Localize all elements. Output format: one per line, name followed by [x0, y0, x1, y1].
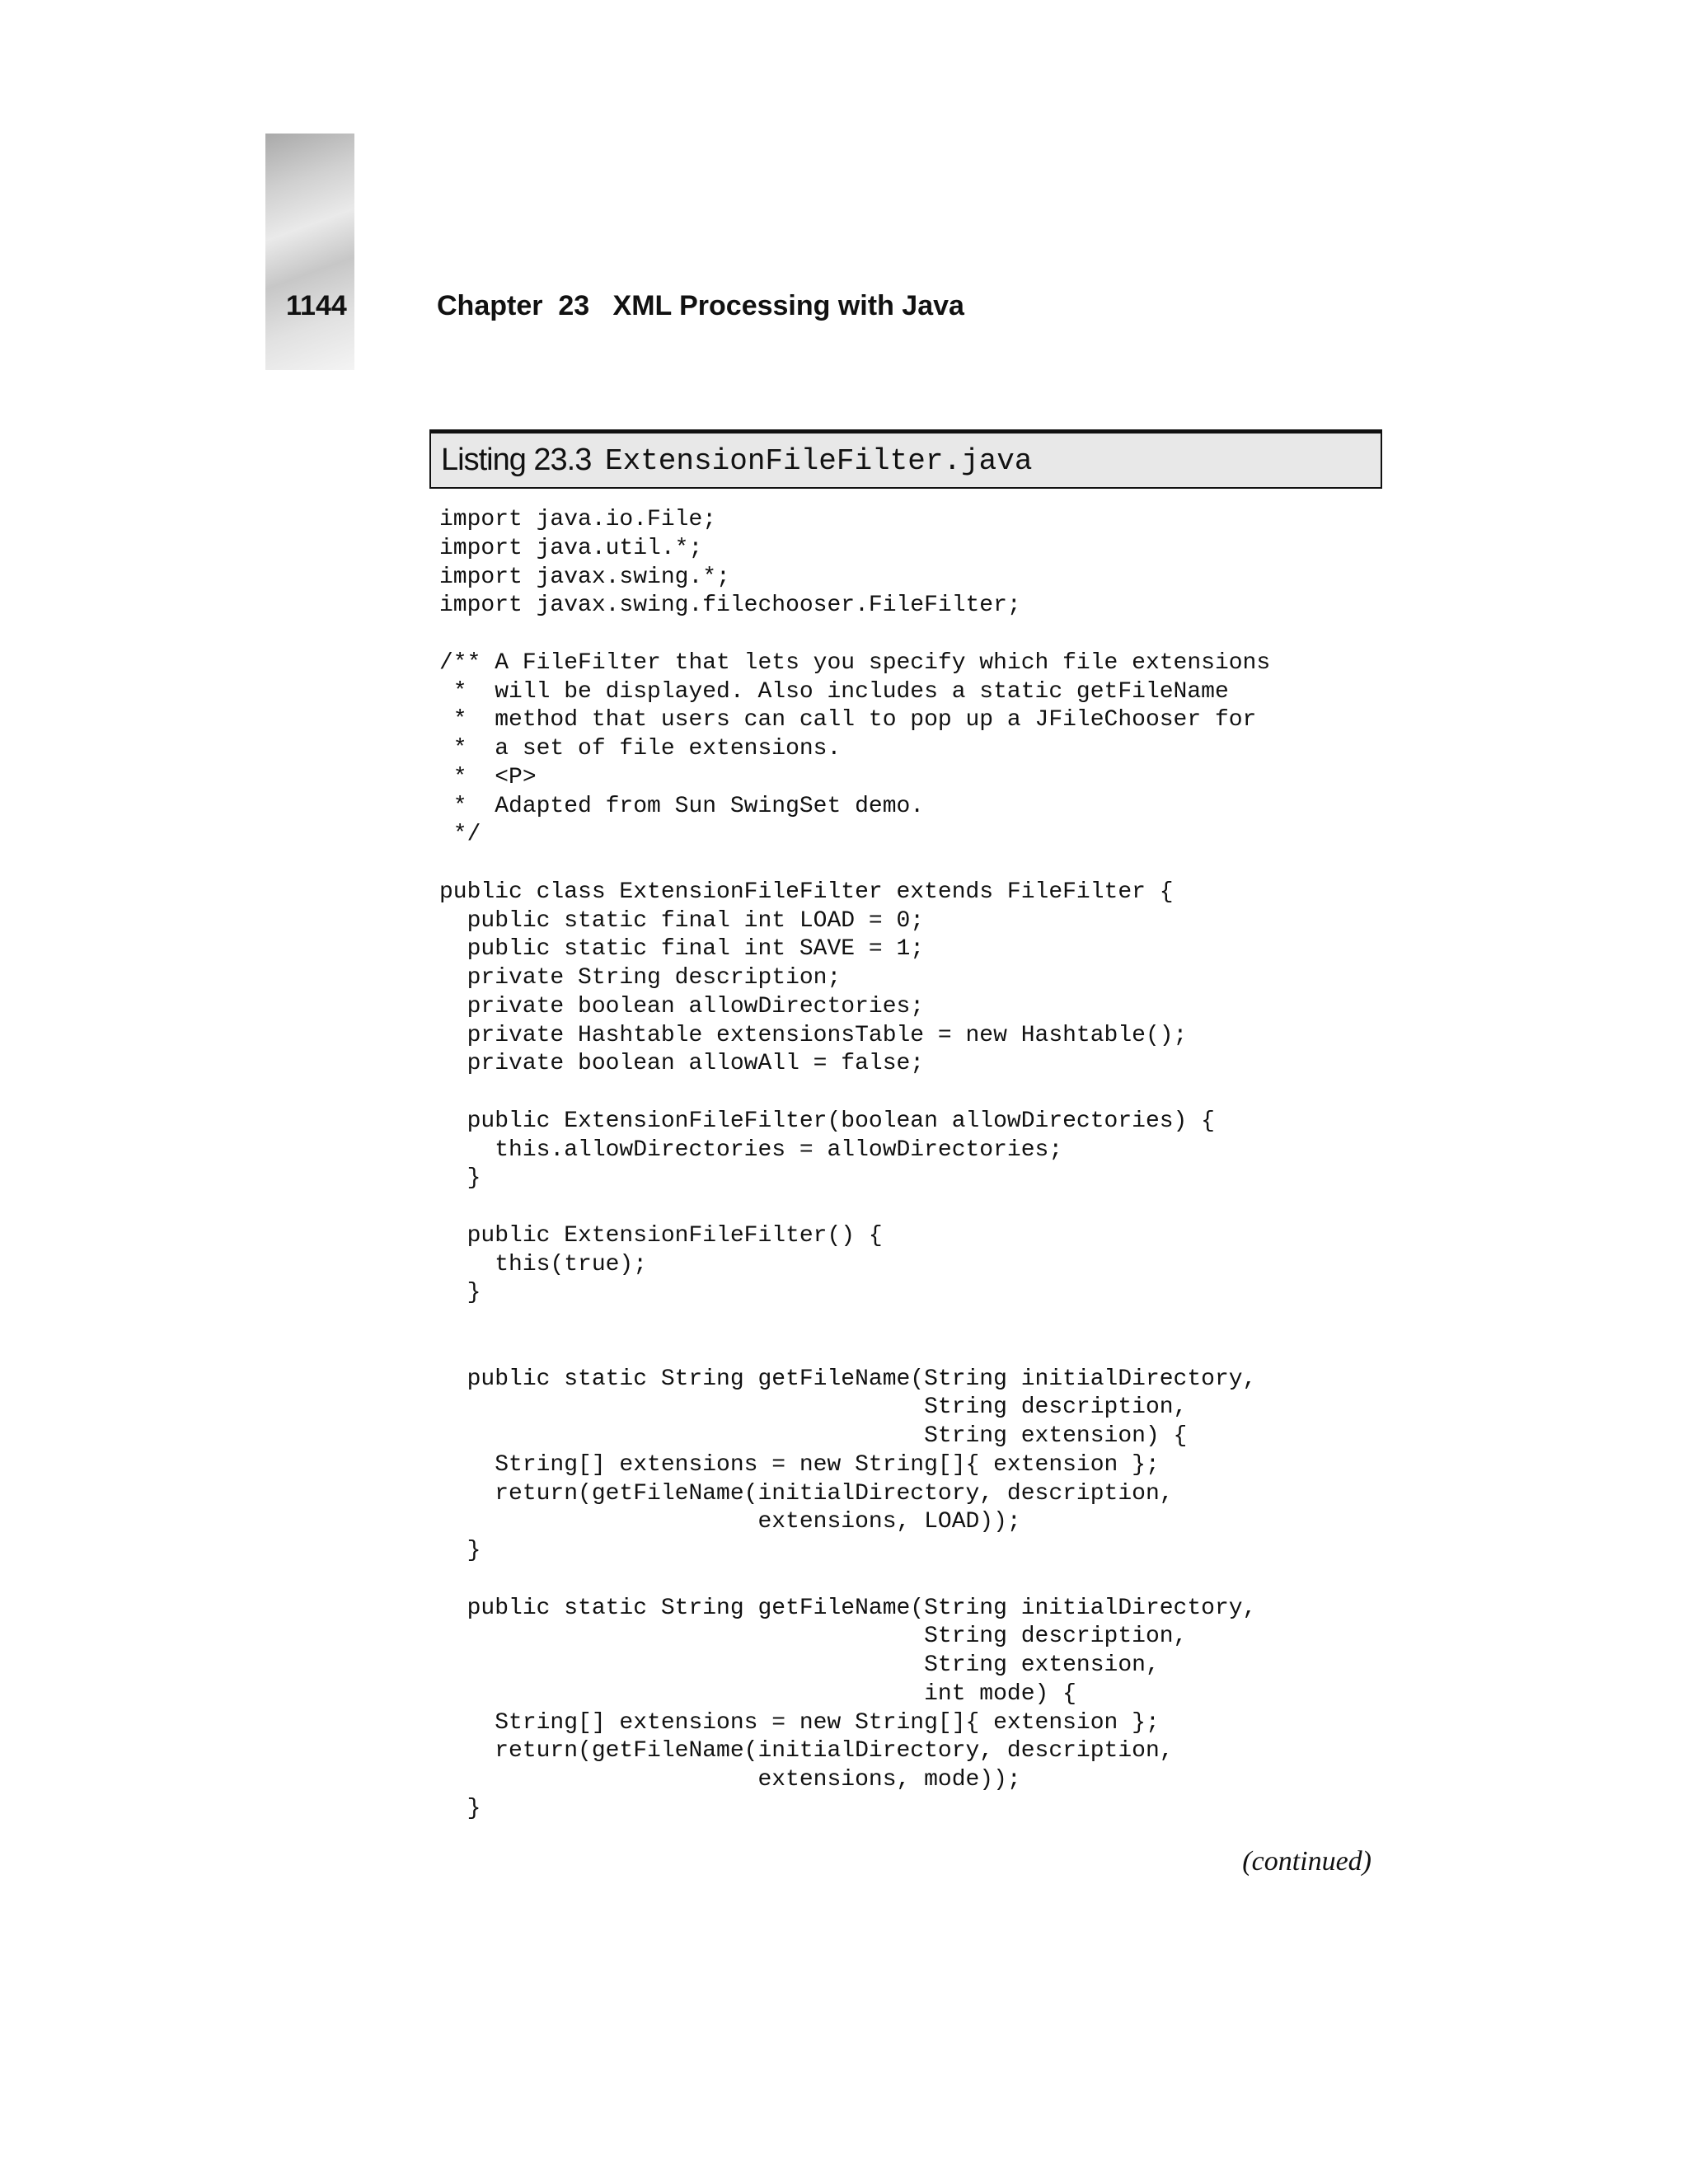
- code-line: [439, 1308, 1270, 1337]
- code-line: * Adapted from Sun SwingSet demo.: [439, 793, 925, 819]
- code-line: this.allowDirectories = allowDirectories;: [439, 1137, 1063, 1163]
- page-number: 1144: [286, 290, 347, 321]
- code-line: String extension) {: [439, 1423, 1188, 1449]
- code-line: public static String getFileName(String initialDirectory,: [439, 1366, 1257, 1392]
- code-line: }: [439, 1165, 481, 1192]
- code-line: String description,: [439, 1624, 1188, 1650]
- code-listing: [439, 506, 1270, 1824]
- code-line: */: [439, 822, 481, 848]
- code-line: [439, 1079, 1270, 1108]
- code-line: public static final int LOAD = 0;: [439, 907, 925, 934]
- code-line: public static final int SAVE = 1;: [439, 936, 925, 963]
- continued-note: (continued): [1242, 1846, 1372, 1877]
- code-line: private boolean allowAll = false;: [439, 1051, 925, 1077]
- code-line: return(getFileName(initialDirectory, description,: [439, 1738, 1174, 1765]
- code-line: [439, 1193, 1270, 1222]
- code-line: }: [439, 1538, 481, 1563]
- code-line: [439, 850, 1270, 879]
- code-line: import java.io.File;: [439, 507, 717, 532]
- code-line: private String description;: [439, 965, 842, 991]
- code-line: return(getFileName(initialDirectory, description,: [439, 1480, 1174, 1507]
- code-line: import javax.swing.*;: [439, 564, 730, 590]
- listing-filename: ExtensionFileFilter.java: [605, 444, 1033, 478]
- code-line: [439, 1337, 1270, 1366]
- code-line: * method that users can call to pop up a JFileChooser for: [439, 707, 1257, 733]
- code-line: String extension,: [439, 1652, 1160, 1678]
- code-line: * a set of file extensions.: [439, 736, 842, 762]
- code-line: public static String getFileName(String initialDirectory,: [439, 1595, 1257, 1621]
- code-line: int mode) {: [439, 1680, 1076, 1707]
- code-line: public ExtensionFileFilter() {: [439, 1222, 883, 1249]
- code-line: private Hashtable extensionsTable = new Hashtable();: [439, 1022, 1188, 1048]
- code-line: * will be displayed. Also includes a static getFileName: [439, 678, 1229, 705]
- listing-caption: [429, 429, 1382, 489]
- code-line: String[] extensions = new String[]{ extension };: [439, 1709, 1160, 1736]
- code-line: import javax.swing.filechooser.FileFilter;: [439, 593, 1021, 619]
- code-line: [439, 621, 1270, 649]
- code-line: this(true);: [439, 1251, 648, 1277]
- code-line: String[] extensions = new String[]{ extension };: [439, 1451, 1160, 1478]
- code-line: * <P>: [439, 764, 537, 790]
- code-line: extensions, mode));: [439, 1767, 1021, 1793]
- code-line: private boolean allowDirectories;: [439, 993, 925, 1019]
- code-line: String description,: [439, 1394, 1188, 1421]
- code-line: [439, 1566, 1270, 1595]
- code-line: public ExtensionFileFilter(boolean allowDirectories) {: [439, 1108, 1215, 1134]
- code-line: }: [439, 1795, 481, 1821]
- running-head: Chapter 23 XML Processing with Java: [437, 290, 964, 321]
- listing-label: Listing 23.3: [441, 443, 592, 477]
- code-line: }: [439, 1280, 481, 1306]
- page-edge-tab: [265, 134, 354, 370]
- code-line: public class ExtensionFileFilter extends FileFilter {: [439, 879, 1174, 905]
- code-line: import java.util.*;: [439, 535, 703, 561]
- code-line: extensions, LOAD));: [439, 1509, 1021, 1535]
- code-line: /** A FileFilter that lets you specify which file extensions: [439, 649, 1271, 676]
